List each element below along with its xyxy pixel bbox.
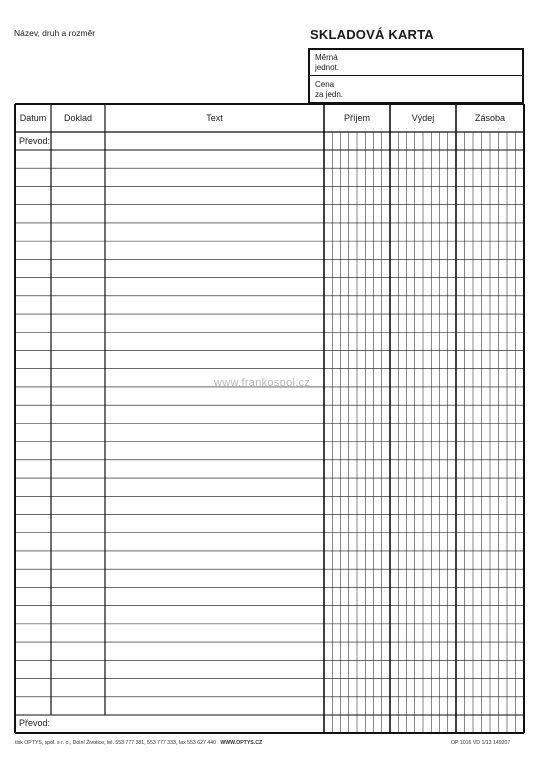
- name-type-size-label: Název, druh a rozměr: [14, 28, 96, 38]
- footer-form-code: OP 1016 VD 1/13 149207: [451, 740, 511, 746]
- watermark: www.frankospol.cz: [214, 377, 311, 389]
- header-datum: Datum: [19, 113, 47, 123]
- form-title: SKLADOVÁ KARTA: [310, 27, 434, 42]
- header-doklad: Doklad: [63, 113, 92, 123]
- unit-price-label: Cena za jedn.: [315, 80, 344, 99]
- header-zasoba: Zásoba: [474, 113, 506, 123]
- header-prijem: Příjem: [343, 113, 370, 123]
- carry-forward-bottom-label: Převod:: [19, 718, 51, 728]
- header-vydej: Výdej: [411, 113, 435, 123]
- footer-publisher-text: tisk OPTYS, spol. s r. o., Dolní Životice, tel. 553 777 381, 553 777 333, fax 553 627 440: [15, 740, 216, 746]
- footer-publisher: [15, 740, 262, 746]
- unit-of-measure-label: Měrná jednot.: [315, 53, 340, 72]
- carry-forward-top-label: Převod:: [19, 136, 51, 146]
- header-text: Text: [206, 113, 223, 123]
- footer-website: WWW.OPTYS.CZ: [220, 740, 263, 746]
